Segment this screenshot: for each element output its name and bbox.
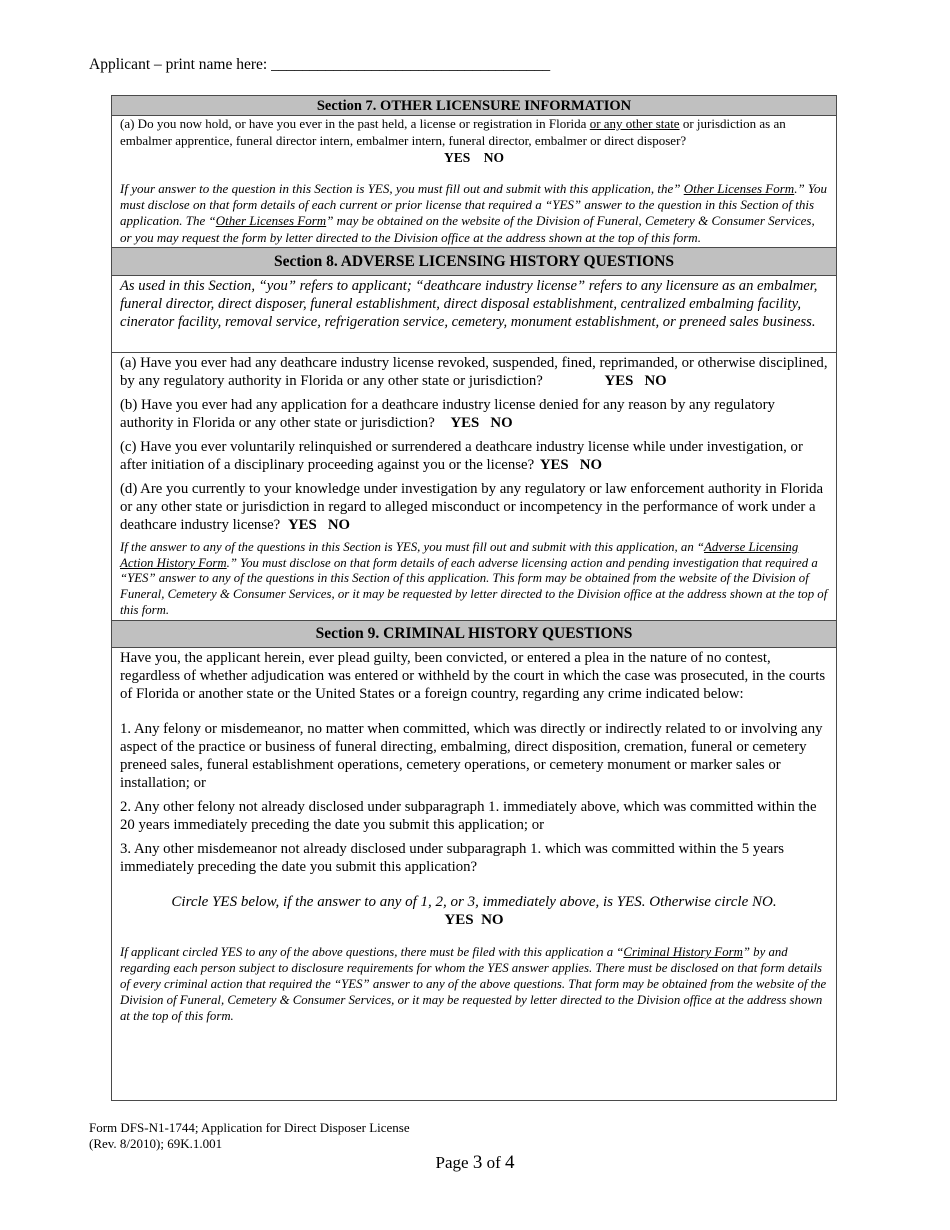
answer-no[interactable]: NO xyxy=(579,456,602,473)
other-licenses-form-link: Other Licenses Form xyxy=(215,213,327,229)
note-text: ” by and regarding each person subject to disclosure requirements for whom the YES answer applies. There must be disclosed on that form details of every criminal action that required the “YES” answer to any of the above questions. That form may be obtained from the website of the Division of Funeral, Cemetery & Consumer Services, or it may be requested by letter directed to the Division office at the address shown at the top of this form. xyxy=(120,944,827,1024)
section-7-answer xyxy=(112,149,836,166)
intro-text: As used in this Section, “you” refers to applicant; “deathcare industry license” refers to any licensure as an embalmer, funeral director, direct disposer, funeral establishment, direct disposal establishment, centralized embalming facility, cinerator facility, removal service, refrigeration service, cemetery, monument establishment, or preneed sales business. xyxy=(120,277,818,330)
note-text: ” may be obtained on the website of the Division of Funeral, Cemetery & Consumer Services, or you may request the form by letter directed to the Division office at the address shown at the top of this form. xyxy=(120,213,815,245)
section-9-note xyxy=(112,944,836,1024)
section-9-item-3 xyxy=(112,840,836,876)
section-9-title: Section 9. CRIMINAL HISTORY QUESTIONS xyxy=(315,624,633,642)
form-footer xyxy=(89,1120,410,1152)
section-9-header xyxy=(112,620,836,648)
form-box xyxy=(111,95,837,1101)
item-text: 2. Any other felony not already disclosed under subparagraph 1. immediately above, which was committed within the 20 years immediately preceding the date you submit this application; or xyxy=(120,798,817,833)
page-number xyxy=(0,1152,950,1174)
section-9-intro xyxy=(112,648,836,703)
note-text: .” You must disclose on that form details of each adverse licensing action and pending investigation that required a “YES” answer to any of the questions in this Section of this application. This form may be obtained from the website of the Division of Funeral, Cemetery & Consumer Services, or it may be requested by letter directed to the Division office at the address shown at the top of this form. xyxy=(120,555,828,617)
note-text: If your answer to the question in this Section is YES, you must fill out and submit with this application, the” xyxy=(120,181,684,196)
answer-yes[interactable]: YES xyxy=(450,414,480,431)
note-text: If the answer to any of the questions in this Section is YES, you must fill out and submit with this application, an “ xyxy=(120,539,705,554)
question-text: (c) Have you ever voluntarily relinquished or surrendered a deathcare industry license while under investigation, or after initiation of a disciplinary proceeding against you or the license? xyxy=(120,438,803,473)
applicant-name-field[interactable] xyxy=(89,56,550,74)
note-text: If applicant circled YES to any of the above questions, there must be filed with this application a “ xyxy=(120,944,624,959)
other-licenses-form-link: Other Licenses Form xyxy=(683,181,795,196)
section-9-circle-instruction xyxy=(112,893,836,911)
page-prefix: Page xyxy=(435,1153,473,1172)
intro-text: Have you, the applicant herein, ever plead guilty, been convicted, or entered a plea in the nature of no contest, regardless of whether adjudication was entered or withheld by the court in which the case was prosecuted, in the courts of Florida or another state or the United States or a foreign country, regarding any crime indicated below: xyxy=(120,649,826,702)
answer-no[interactable]: NO xyxy=(483,150,504,165)
section-7-title: Section 7. OTHER LICENSURE INFORMATION xyxy=(316,98,632,114)
section-7-header xyxy=(112,96,836,116)
section-8-question-c xyxy=(112,438,836,474)
applicant-name-label: Applicant – print name here: xyxy=(89,56,268,73)
question-text: (a) Have you ever had any deathcare industry license revoked, suspended, fined, reprimanded, or otherwise disciplined, by any regulatory authority in Florida or any other state or jurisdiction? xyxy=(120,354,828,389)
answer-yes[interactable]: YES xyxy=(287,516,317,533)
question-underlined-text: or any other state xyxy=(589,116,680,131)
section-8-title: Section 8. ADVERSE LICENSING HISTORY QUESTIONS xyxy=(274,252,674,270)
answer-yes[interactable]: YES xyxy=(539,456,569,473)
section-8-intro xyxy=(112,276,836,353)
question-text: (a) Do you now hold, or have you ever in the past held, a license or registration in Florida xyxy=(120,116,590,131)
section-8-header xyxy=(112,247,836,276)
page-current: 3 xyxy=(472,1152,483,1173)
question-text: (b) Have you ever had any application for a deathcare industry license denied for any reason by any regulatory authority in Florida or any other state or jurisdiction? xyxy=(120,396,775,431)
question-text: or jurisdiction as an embalmer apprentice, funeral director intern, embalmer intern, funeral director, embalmer or direct disposer? xyxy=(120,116,786,148)
answer-no[interactable]: NO xyxy=(644,372,667,389)
answer-no[interactable]: NO xyxy=(327,516,351,533)
page-of: of xyxy=(482,1153,505,1172)
section-9-item-2 xyxy=(112,798,836,834)
form-id-line: Form DFS-N1-1744; Application for Direct Disposer License xyxy=(89,1120,410,1135)
note-text: .” You must disclose on that form details of each current or prior license that required a “YES” answer to the question in this Section of this application. The “ xyxy=(120,181,827,229)
answer-yes[interactable]: YES xyxy=(604,372,634,389)
section-8-question-a xyxy=(112,353,836,390)
answer-no[interactable]: NO xyxy=(481,911,504,928)
answer-yes[interactable]: YES xyxy=(444,911,474,928)
section-8-question-b xyxy=(112,396,836,432)
form-revision-line: (Rev. 8/2010); 69K.1.001 xyxy=(89,1136,223,1151)
answer-no[interactable]: NO xyxy=(490,414,513,431)
section-7-note xyxy=(112,181,836,247)
answer-yes[interactable]: YES xyxy=(443,150,471,165)
item-text: 1. Any felony or misdemeanor, no matter when committed, which was directly or indirectly related to or involving any aspect of the practice or business of funeral directing, embalming, direct disposition, cremation, funeral or cemetery preneed sales, funeral establishment operations, cemetery operations, or cemetery monument or marker sales or installation; or xyxy=(120,720,823,791)
item-text: 3. Any other misdemeanor not already disclosed under subparagraph 1. which was committed within the 5 years immediately preceding the date you submit this application? xyxy=(120,840,785,875)
instruction-text: Circle YES below, if the answer to any of 1, 2, or 3, immediately above, is YES. Otherwise circle NO. xyxy=(171,893,777,910)
adverse-licensing-form-link: Adverse Licensing Action History Form xyxy=(120,539,799,570)
question-text: (d) Are you currently to your knowledge under investigation by any regulatory or law enforcement authority in Florida or any other state or jurisdiction in regard to alleged misconduct or incompetency in the performance of work under a deathcare industry license? xyxy=(120,480,824,533)
section-7-question-a xyxy=(112,116,836,149)
section-9-answer xyxy=(112,911,836,929)
section-9-item-1 xyxy=(112,720,836,792)
page-total: 4 xyxy=(504,1152,515,1173)
section-8-note xyxy=(112,540,836,620)
section-8-question-d xyxy=(112,480,836,534)
applicant-name-line[interactable]: ____________________________________ xyxy=(271,56,551,73)
criminal-history-form-link: Criminal History Form xyxy=(623,944,743,959)
